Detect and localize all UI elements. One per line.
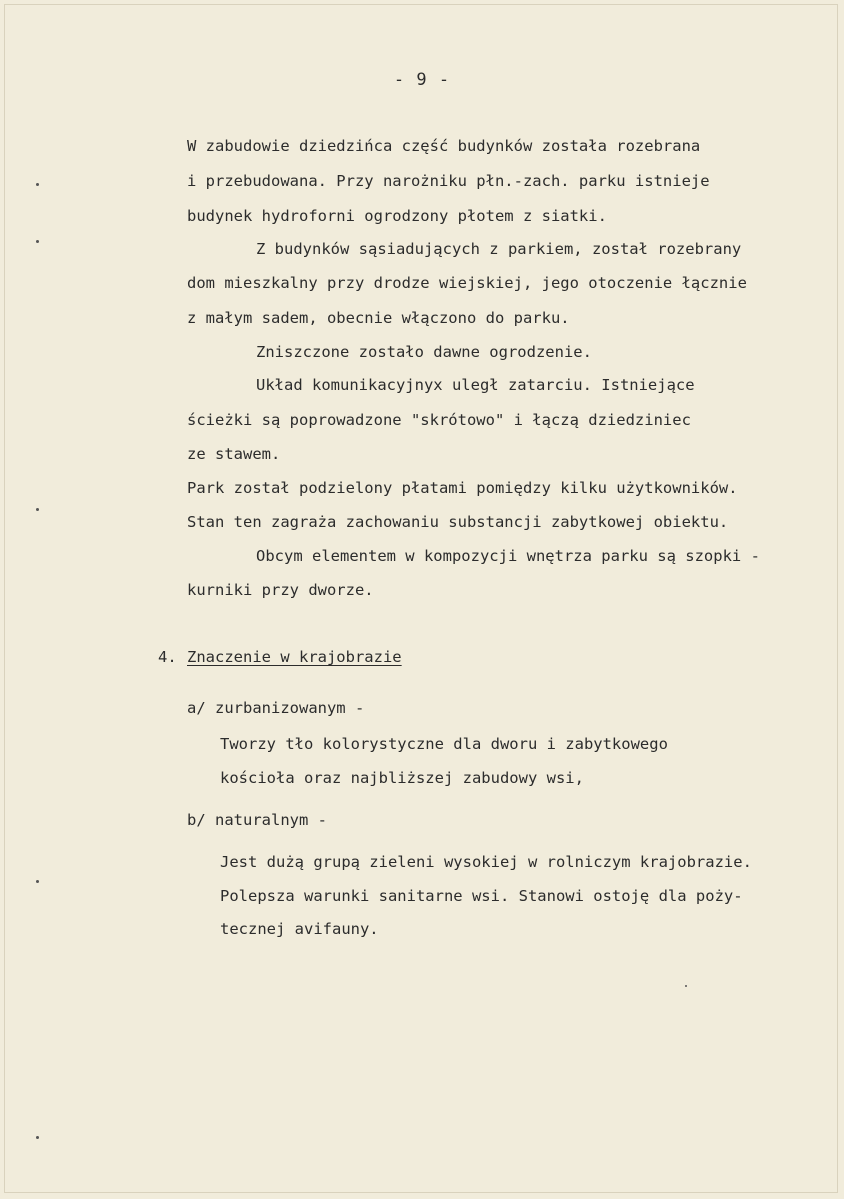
paper-speck [685, 985, 687, 987]
body-line: Z budynków sąsiadujących z parkiem, został rozebrany [256, 240, 742, 258]
body-line: Układ komunikacyjnyx uległ zatarciu. Istniejące [256, 376, 695, 394]
body-line: W zabudowie dziedzińca część budynków została rozebrana [187, 137, 701, 155]
body-line: dom mieszkalny przy drodze wiejskiej, jego otoczenie łącznie [187, 274, 747, 292]
body-line: Stan ten zagraża zachowaniu substancji zabytkowej obiektu. [187, 513, 729, 531]
item-a-line: Tworzy tło kolorystyczne dla dworu i zabytkowego [220, 735, 668, 753]
paper-speck [36, 183, 39, 186]
body-line: ze stawem. [187, 445, 281, 463]
paper-speck [36, 880, 39, 883]
section-title: Znaczenie w krajobrazie [187, 648, 402, 666]
item-b-line: tecznej avifauny. [220, 920, 379, 938]
section-number: 4. [158, 648, 177, 666]
body-line: ścieżki są poprowadzone "skrótowo" i łączą dziedziniec [187, 411, 691, 429]
item-b-label: b/ naturalnym - [187, 811, 327, 829]
body-line: z małym sadem, obecnie włączono do parku. [187, 309, 570, 327]
item-a-label: a/ zurbanizowanym - [187, 699, 365, 717]
body-line: Zniszczone zostało dawne ogrodzenie. [256, 343, 592, 361]
item-a-line: kościoła oraz najbliższej zabudowy wsi, [220, 769, 584, 787]
body-line: budynek hydroforni ogrodzony płotem z siatki. [187, 207, 607, 225]
body-line: Obcym elementem w kompozycji wnętrza parku są szopki - [256, 547, 760, 565]
paper-speck [36, 240, 39, 243]
paper-speck [36, 508, 39, 511]
body-line: i przebudowana. Przy narożniku płn.-zach. parku istnieje [187, 172, 710, 190]
item-b-line: Jest dużą grupą zieleni wysokiej w rolniczym krajobrazie. [220, 853, 752, 871]
paper-speck [36, 1136, 39, 1139]
body-line: Park został podzielony płatami pomiędzy kilku użytkowników. [187, 479, 738, 497]
item-b-line: Polepsza warunki sanitarne wsi. Stanowi ostoję dla poży- [220, 887, 743, 905]
body-line: kurniki przy dworze. [187, 581, 374, 599]
page-number: - 9 - [393, 70, 451, 90]
